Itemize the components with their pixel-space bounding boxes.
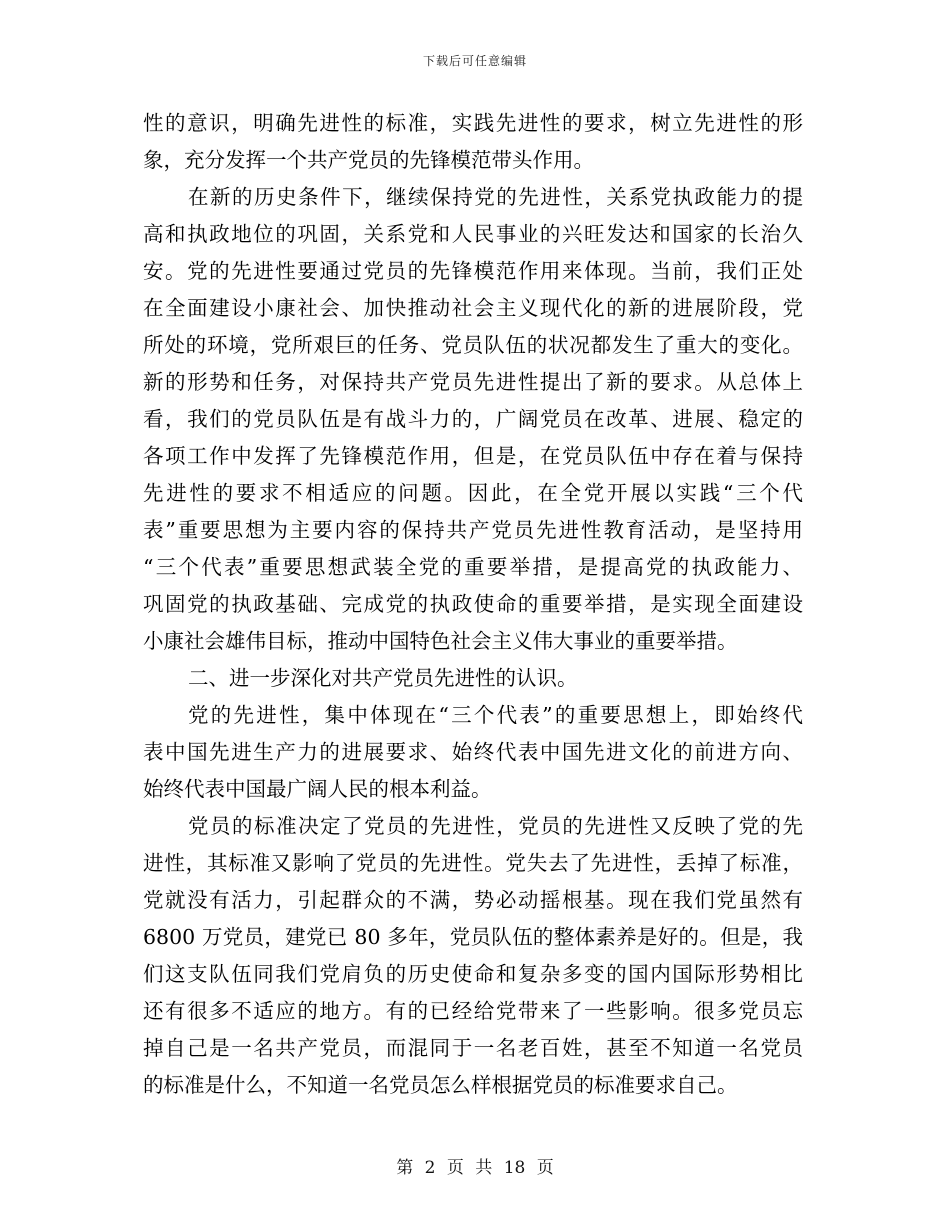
paragraph-start-line: 党的先进性，集中体现在“三个代表”的重要思想上，即始终代 [188,703,803,727]
text-line: “三个代表”重要思想武装全党的重要举措，是提高党的执政能力、 [143,555,803,579]
paragraph-start-line: 党员的标准决定了党员的先进性，党员的先进性又反映了党的先 [188,814,803,838]
text-line: 在全面建设小康社会、加快推动社会主义现代化的新的进展阶段，党 [143,296,803,320]
page-header: 下载后可任意编辑 [422,54,527,68]
text-line: 6800 万党员，建党已 80 多年，党员队伍的整体素养是好的。但是，我 [143,925,803,949]
text-line: 始终代表中国最广阔人民的根本利益。 [143,777,492,801]
text-line: 象，充分发挥一个共产党员的先锋模范带头作用。 [143,148,594,172]
text-line: 安。党的先进性要通过党员的先锋模范作用来体现。当前，我们正处 [143,259,803,283]
text-line: 的标准是什么，不知道一名党员怎么样根据党员的标准要求自己。 [143,1073,738,1097]
text-line: 表中国先进生产力的进展要求、始终代表中国先进文化的前进方向、 [143,740,803,764]
paragraph-start-line: 在新的历史条件下，继续保持党的先进性，关系党执政能力的提 [188,185,803,209]
text-line: 小康社会雄伟目标，推动中国特色社会主义伟大事业的重要举措。 [143,629,738,653]
text-line: 性的意识，明确先进性的标准，实践先进性的要求，树立先进性的形 [143,111,803,135]
text-line: 所处的环境，党所艰巨的任务、党员队伍的状况都发生了重大的变化。 [143,333,803,357]
page-footer: 第 2 页 共 18 页 [396,1158,554,1178]
text-line: 看，我们的党员队伍是有战斗力的，广阔党员在改革、进展、稳定的 [143,407,803,431]
text-line: 们这支队伍同我们党肩负的历史使命和复杂多变的国内国际形势相比 [143,962,803,986]
text-line: 先进性的要求不相适应的问题。因此，在全党开展以实践“三个代 [143,481,803,505]
text-line: 党就没有活力，引起群众的不满，势必动摇根基。现在我们党虽然有 [143,888,803,912]
text-line: 还有很多不适应的地方。有的已经给党带来了一些影响。很多党员忘 [143,999,803,1023]
text-line: 进性，其标准又影响了党员的先进性。党失去了先进性，丢掉了标准， [143,851,803,875]
section-heading: 二、进一步深化对共产党员先进性的认识。 [188,666,578,690]
text-line: 新的形势和任务，对保持共产党员先进性提出了新的要求。从总体上 [143,370,803,394]
text-line: 表”重要思想为主要内容的保持共产党员先进性教育活动，是坚持用 [143,518,803,542]
text-line: 掉自己是一名共产党员，而混同于一名老百姓，甚至不知道一名党员 [143,1036,803,1060]
text-line: 高和执政地位的巩固，关系党和人民事业的兴旺发达和国家的长治久 [143,222,803,246]
document-body [143,105,803,1104]
text-line: 各项工作中发挥了先锋模范作用，但是，在党员队伍中存在着与保持 [143,444,803,468]
text-line: 巩固党的执政基础、完成党的执政使命的重要举措，是实现全面建设 [143,592,803,616]
